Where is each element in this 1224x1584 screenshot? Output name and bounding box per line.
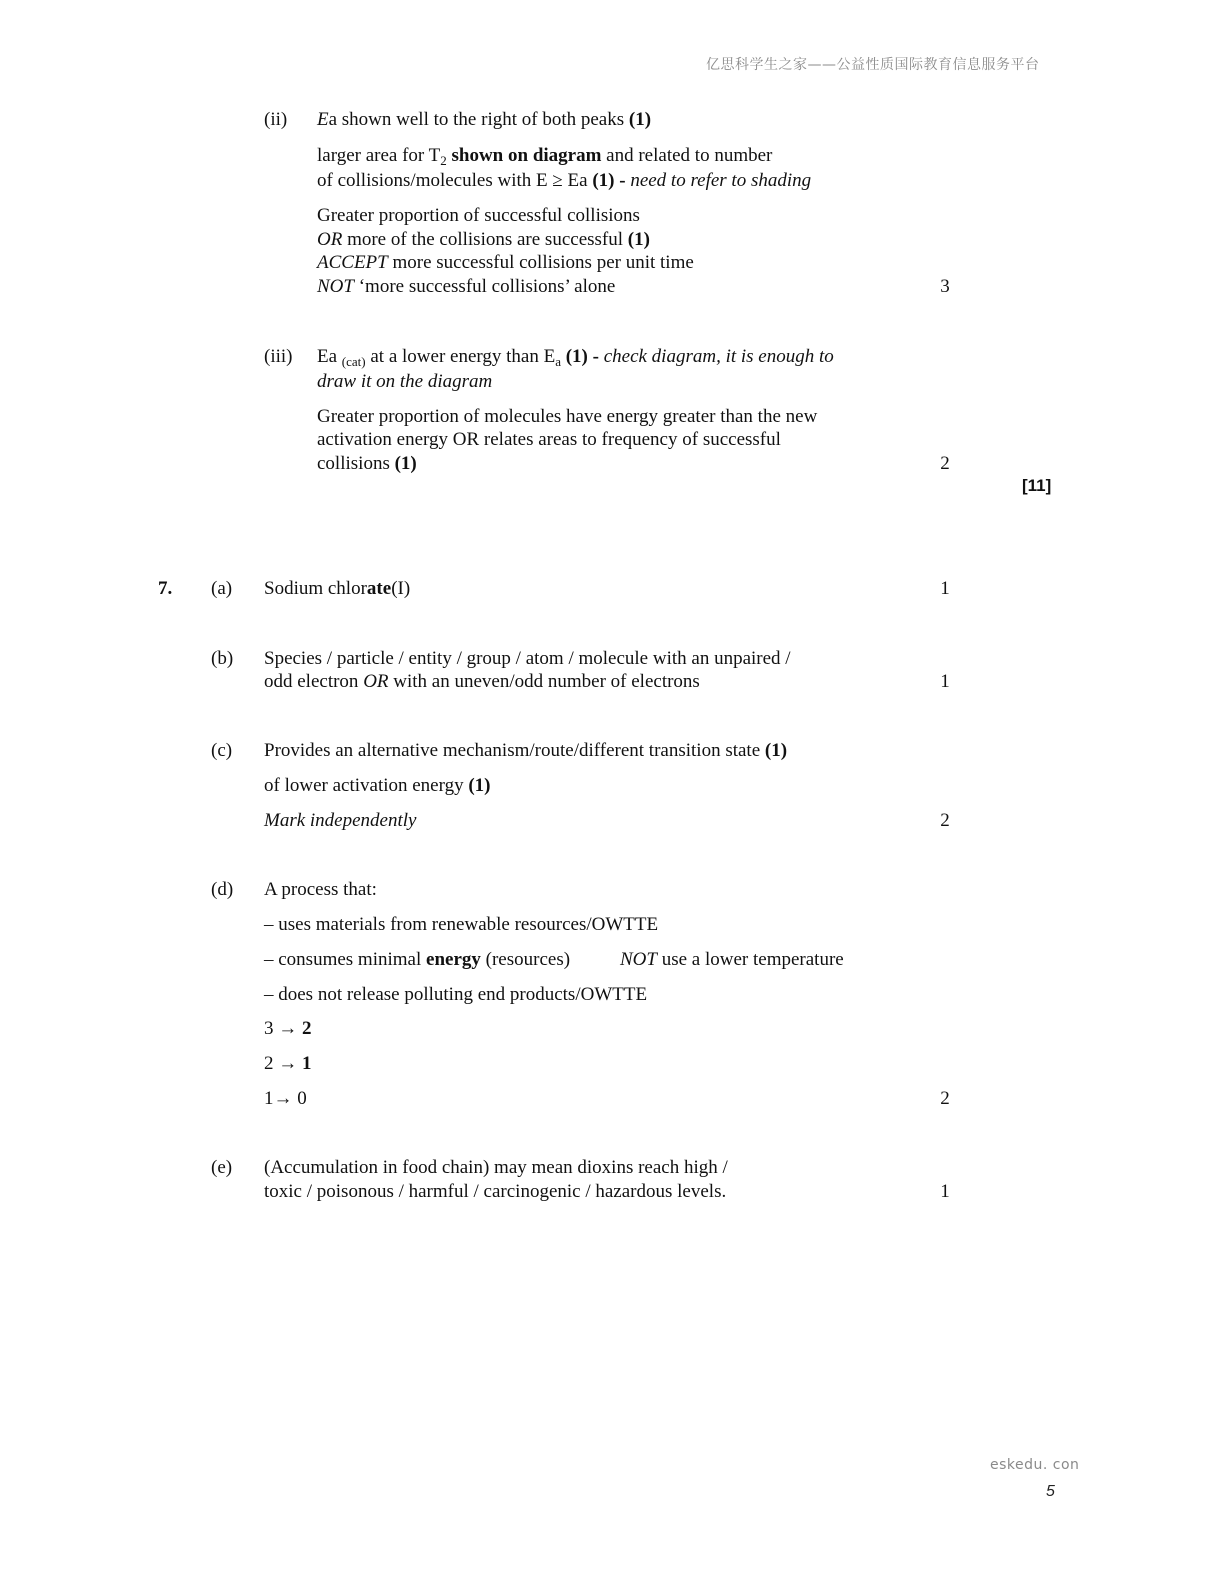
q6-ii-line7: NOT ‘more successful collisions’ alone	[317, 276, 616, 297]
q7-b-label: (b)	[211, 648, 234, 669]
q6-ii-line3: of collisions/molecules with E ≥ Ea (1) - need to refer to shading	[317, 170, 812, 191]
q7-d-scale1: 3 → 2	[264, 1018, 312, 1039]
q7-e-label: (e)	[211, 1157, 233, 1178]
q7-d-scale2: 2 → 1	[264, 1053, 312, 1074]
q6-ii-line4: Greater proportion of successful collisions	[317, 205, 640, 226]
page-number: 5	[1046, 1483, 1055, 1500]
q6-iii-line3: Greater proportion of molecules have energy greater than the new	[317, 406, 818, 427]
q6-ii-line5: OR more of the collisions are successful (1)	[317, 229, 650, 250]
footer-site-text: eskedu. con	[990, 1457, 1080, 1473]
q7-c-line1: Provides an alternative mechanism/route/different transition state (1)	[264, 740, 788, 761]
q7-b-line1: Species / particle / entity / group / atom / molecule with an unpaired /	[264, 648, 791, 669]
q6-iii-line4: activation energy OR relates areas to frequency of successful	[317, 429, 781, 450]
q6-iii-line2: draw it on the diagram	[317, 371, 493, 392]
q7-b-line2: odd electron OR with an uneven/odd number of electrons	[264, 671, 700, 692]
q7-a-label: (a)	[211, 578, 233, 599]
q6-iii-line5: collisions (1)	[317, 453, 417, 474]
q6-ii-line1: Ea shown well to the right of both peaks (1)	[317, 109, 652, 130]
q7-d-line1: A process that:	[264, 879, 377, 900]
q7-e-line2: toxic / poisonous / harmful / carcinogenic / hazardous levels.	[264, 1181, 727, 1202]
q6-ii-mark: 3	[940, 276, 950, 297]
q6-ii-line6: ACCEPT more successful collisions per unit time	[317, 252, 694, 273]
q7-d-line3-note: NOT use a lower temperature	[620, 949, 844, 970]
q7-a-answer: Sodium chlorate(I)	[264, 578, 411, 599]
q7-d-line4: – does not release polluting end products/OWTTE	[264, 984, 648, 1005]
q6-iii-line1: Ea $_{(cat)}$ at a lower energy than $E_a$ (1) - check diagram, it is enough to	[317, 346, 834, 369]
q7-d-line3: – consumes minimal energy (resources)	[264, 949, 571, 970]
q7-c-label: (c)	[211, 740, 233, 761]
q7-c-line3: Mark independently	[264, 810, 417, 831]
q6-ii-label: (ii)	[264, 109, 288, 130]
q7-a-mark: 1	[940, 578, 950, 599]
q7-number: 7.	[158, 578, 173, 599]
q7-d-line2: – uses materials from renewable resources/OWTTE	[264, 914, 659, 935]
q7-c-line2: of lower activation energy (1)	[264, 775, 491, 796]
q6-ii-line2: larger area for $T_2$ shown on diagram and related to number	[317, 145, 773, 168]
q7-d-label: (d)	[211, 879, 234, 900]
q7-d-scale3: 1→ 0	[264, 1088, 307, 1109]
header-site-text: 亿思科学生之家——公益性质国际教育信息服务平台	[706, 57, 1040, 73]
q6-iii-label: (iii)	[264, 346, 293, 367]
q6-iii-mark: 2	[940, 453, 950, 474]
q6-total-marks: [11]	[1022, 476, 1052, 495]
q7-e-mark: 1	[940, 1181, 950, 1202]
q7-d-mark: 2	[940, 1088, 950, 1109]
q7-e-line1: (Accumulation in food chain) may mean dioxins reach high /	[264, 1157, 728, 1178]
q7-c-mark: 2	[940, 810, 950, 831]
q7-b-mark: 1	[940, 671, 950, 692]
